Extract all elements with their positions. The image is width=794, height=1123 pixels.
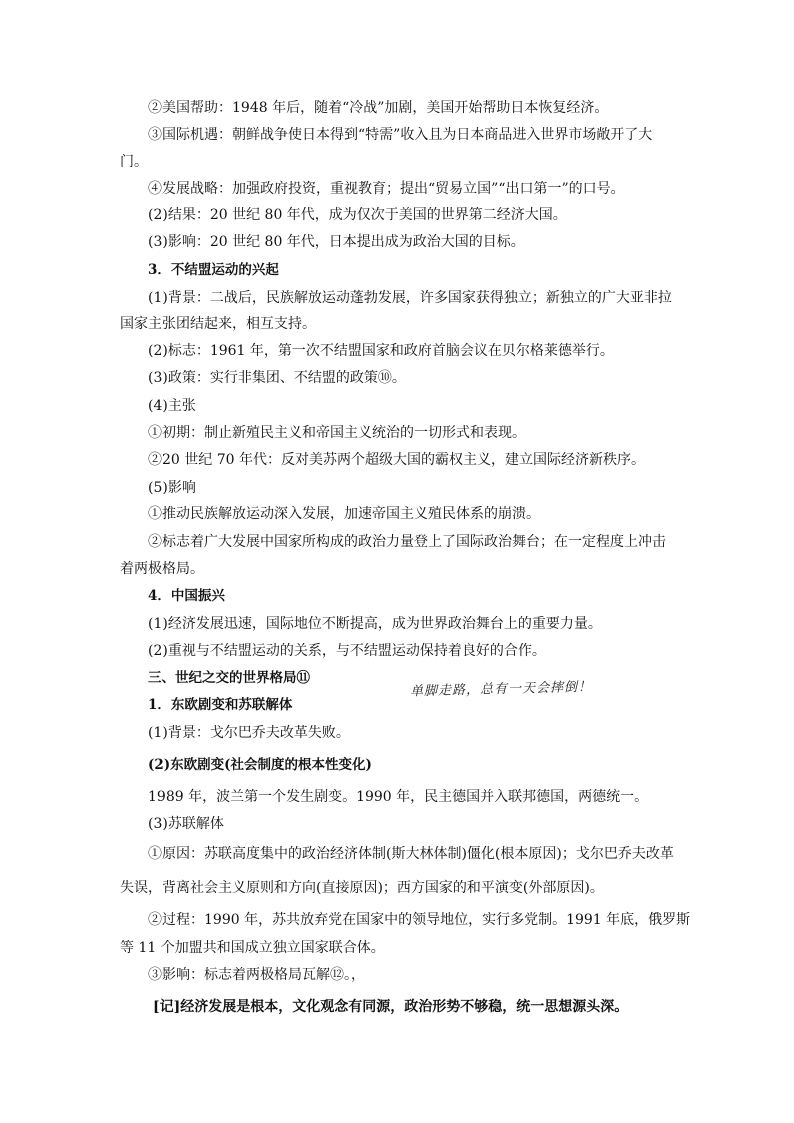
section-heading: 3．不结盟运动的兴起 — [148, 262, 279, 278]
text-line: (3)苏联解体 — [148, 816, 224, 832]
text-line: ③影响：标志着两极格局瓦解⑫。， — [148, 967, 365, 983]
text-line: 1989 年，波兰第一个发生剧变。1990 年，民主德国并入联邦德国，两德统一。 — [148, 789, 649, 805]
handwritten-note: 单脚走路，总有一天会摔倒！ — [409, 679, 593, 700]
text-line: ④发展战略：加强政府投资，重视教育；提出“贸易立国”“出口第一”的口号。 — [148, 181, 625, 197]
subsection-heading: (2)东欧剧变(社会制度的根本性变化) — [148, 757, 372, 773]
text-line: (3)政策：实行非集团、不结盟的政策⑩。 — [148, 370, 406, 386]
text-line: ①初期：制止新殖民主义和帝国主义统治的一切形式和表现。 — [148, 425, 526, 441]
text-line: ②20 世纪 70 年代：反对美苏两个超级大国的霸权主义，建立国际经济新秩序。 — [148, 452, 645, 468]
text-line: ①推动民族解放运动深入发展，加速帝国主义殖民体系的崩溃。 — [148, 506, 540, 522]
text-line: ②美国帮助：1948 年后，随着“冷战”加剧，美国开始帮助日本恢复经济。 — [148, 100, 609, 116]
section-heading: 1．东欧剧变和苏联解体 — [148, 697, 293, 713]
section-heading: 4．中国振兴 — [148, 588, 225, 604]
text-line: (2)结果：20 世纪 80 年代，成为仅次于美国的世界第二经济大国。 — [148, 207, 567, 223]
chapter-heading: 三、世纪之交的世界格局⑪ — [148, 670, 310, 686]
text-line: (5)影响 — [148, 480, 196, 496]
mnemonic-note: [记]经济发展是根本，文化观念有同源，政治形势不够稳，统一思想源头深。 — [153, 999, 629, 1015]
text-line: ②标志着广大发展中国家所构成的政治力量登上了国际政治舞台；在一定程度上冲击 — [148, 534, 666, 550]
text-line: (3)影响：20 世纪 80 年代，日本提出成为政治大国的目标。 — [148, 234, 525, 250]
text-line: 等 11 个加盟共和国成立独立国家联合体。 — [120, 940, 385, 956]
text-line: 失误，背离社会主义原则和方向(直接原因)；西方国家的和平演变(外部原因)。 — [120, 880, 604, 896]
text-line: 着两极格局。 — [120, 561, 204, 577]
text-line: ①原因：苏联高度集中的政治经济体制(斯大林体制)僵化(根本原因)；戈尔巴乔夫改革 — [148, 846, 674, 862]
text-line: (1)经济发展迅速，国际地位不断提高，成为世界政治舞台上的重要力量。 — [148, 616, 602, 632]
text-line: (1)背景：戈尔巴乔夫改革失败。 — [148, 725, 350, 741]
text-line: ②过程：1990 年，苏共放弃党在国家中的领导地位，实行多党制。1991 年底，俄罗斯 — [148, 912, 691, 928]
text-line: 国家主张团结起来，相互支持。 — [120, 316, 316, 332]
text-line: (2)重视与不结盟运动的关系，与不结盟运动保持着良好的合作。 — [148, 643, 546, 659]
text-line: (2)标志：1961 年，第一次不结盟国家和政府首脑会议在贝尔格莱德举行。 — [148, 343, 614, 359]
text-line: 门。 — [120, 154, 148, 170]
text-line: ③国际机遇：朝鲜战争使日本得到“特需”收入且为日本商品进入世界市场敞开了大 — [148, 127, 653, 143]
text-line: (4)主张 — [148, 398, 196, 414]
text-line: (1)背景：二战后，民族解放运动蓬勃发展，许多国家获得独立；新独立的广大亚非拉 — [148, 290, 672, 306]
